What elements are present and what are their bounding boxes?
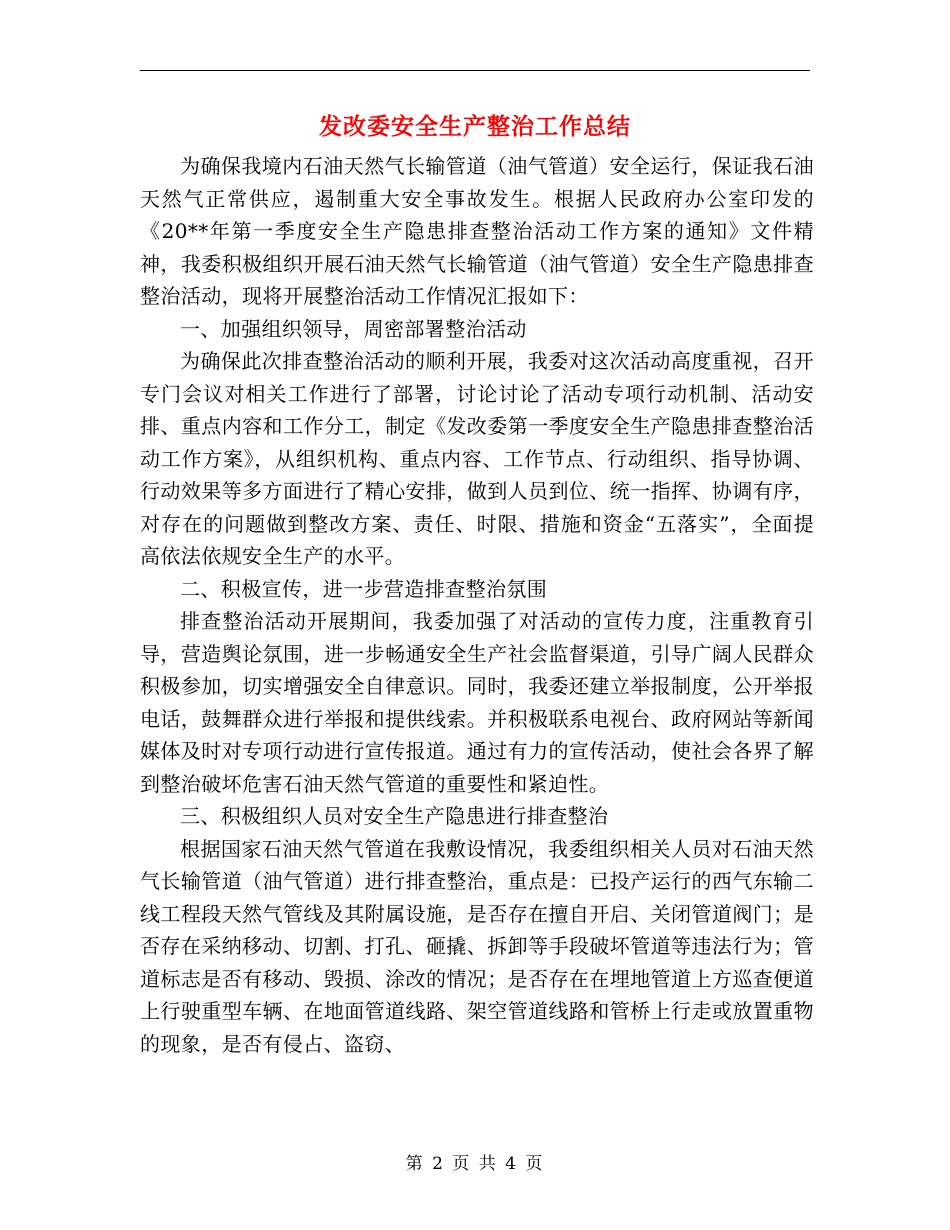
- header-rule: [140, 70, 810, 71]
- document-body: [140, 150, 814, 1060]
- section-heading-1: 一、加强组织领导，周密部署整治活动: [180, 316, 527, 341]
- paragraph-section-2: 排查整治活动开展期间，我委加强了对活动的宣传力度，注重教育引导，营造舆论氛围，进一步畅通安全生产社会监督渠道，引导广阔人民群众积极参加，切实增强安全自律意识。同时，我委还建立举报制度，公开举报电话，鼓舞群众进行举报和提供线索。并积极联系电视台、政府网站等新闻媒体及时对专项行动进行宣传报道。通过有力的宣传活动，使社会各界了解到整治破坏危害石油天然气管道的重要性和紧迫性。: [140, 609, 814, 796]
- paragraph-section-1: 为确保此次排查整治活动的顺利开展，我委对这次活动高度重视，召开专门会议对相关工作进行了部署，讨论讨论了活动专项行动机制、活动安排、重点内容和工作分工，制定《发改委第一季度安全生产隐患排查整治活动工作方案》，从组织机构、重点内容、工作节点、行动组织、指导协调、行动效果等多方面进行了精心安排，做到人员到位、统一指挥、协调有序，对存在的问题做到整改方案、责任、时限、措施和资金“五落实”，全面提高依法依规安全生产的水平。: [140, 349, 814, 568]
- section-heading-2: 二、积极宣传，进一步营造排查整治氛围: [180, 576, 548, 601]
- paragraph-section-3: 根据国家石油天然气管道在我敷设情况，我委组织相关人员对石油天然气长输管道（油气管道）进行排查整治，重点是：已投产运行的西气东输二线工程段天然气管线及其附属设施，是否存在擅自开启、关闭管道阀门；是否存在采纳移动、切割、打孔、砸撬、拆卸等手段破坏管道等违法行为；管道标志是否有移动、毁损、涂改的情况；是否存在在埋地管道上方巡查便道上行驶重型车辆、在地面管道线路、架空管道线路和管桥上行走或放置重物的现象，是否有侵占、盗窃、: [140, 836, 814, 1056]
- paragraph-intro: 为确保我境内石油天然气长输管道（油气管道）安全运行，保证我石油天然气正常供应，遏制重大安全事故发生。根据人民政府办公室印发的《20**年第一季度安全生产隐患排查整治活动工作方案的通知》文件精神，我委积极组织开展石油天然气长输管道（油气管道）安全生产隐患排查整治活动，现将开展整治活动工作情况汇报如下：: [140, 154, 814, 308]
- section-heading-3: 三、积极组织人员对安全生产隐患进行排查整治: [180, 804, 609, 828]
- page-number: 第 2 页 共 4 页: [405, 1154, 545, 1174]
- document-title: 发改委安全生产整治工作总结: [319, 113, 631, 140]
